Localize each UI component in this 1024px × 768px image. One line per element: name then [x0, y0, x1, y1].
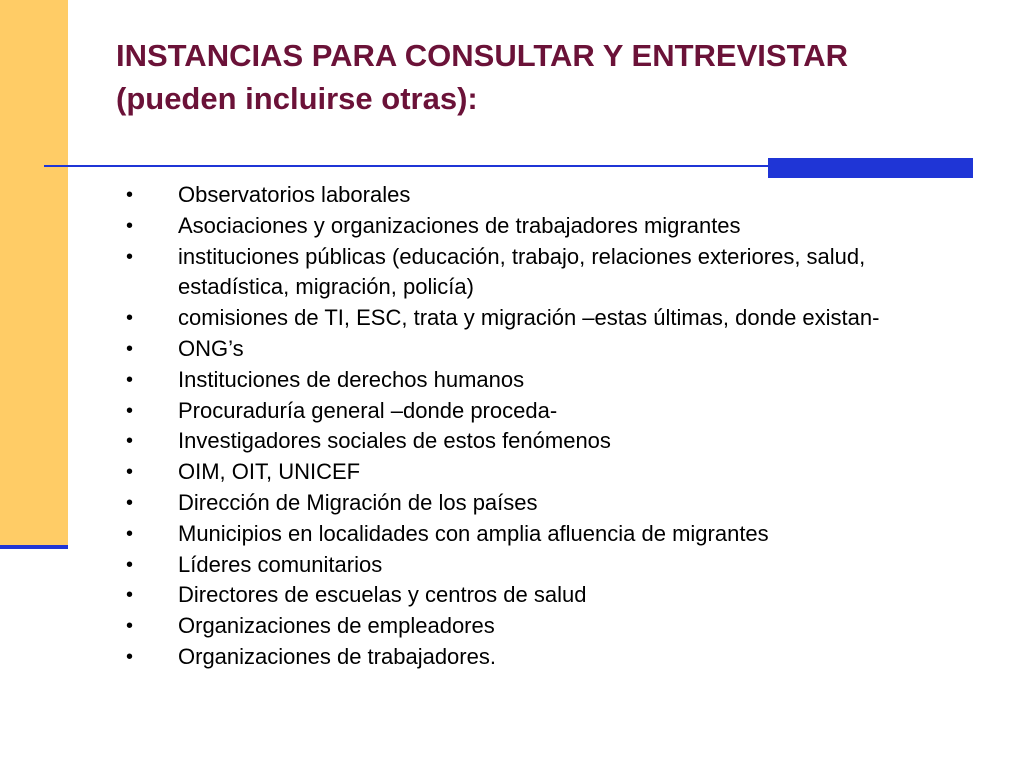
bullet-icon: • — [126, 461, 134, 484]
list-item — [0, 365, 938, 396]
list-item — [0, 211, 938, 242]
list-item-text: Investigadores sociales de estos fenómenos — [178, 428, 611, 454]
bullet-icon: • — [126, 368, 134, 391]
title-divider-line — [44, 165, 772, 167]
list-item-text: ONG’s — [178, 335, 244, 361]
list-item-text: Directores de escuelas y centros de salud — [178, 582, 587, 608]
list-item-text: Organizaciones de empleadores — [178, 613, 495, 639]
list-item-text: Líderes comunitarios — [178, 551, 383, 577]
bullet-icon: • — [126, 553, 134, 576]
list-item-text: Dirección de Migración de los países — [178, 489, 538, 515]
bullet-icon: • — [126, 184, 134, 206]
list-item-text: instituciones públicas (educación, trabajo, relaciones exteriores, salud, estadística, migración, policía) — [178, 243, 866, 300]
bullet-icon: • — [126, 307, 134, 330]
list-item — [0, 457, 938, 488]
list-item-text: Organizaciones de trabajadores. — [178, 643, 496, 669]
bullet-icon: • — [126, 245, 134, 268]
list-item — [0, 642, 938, 673]
bullet-icon: • — [126, 399, 134, 422]
list-item — [0, 334, 938, 365]
list-item — [0, 611, 938, 642]
bullet-icon: • — [126, 522, 134, 545]
list-item — [0, 303, 938, 334]
list-item — [0, 488, 938, 519]
bullet-icon: • — [126, 214, 134, 237]
list-item — [0, 519, 938, 550]
bullet-icon: • — [126, 337, 134, 360]
bullet-icon: • — [126, 615, 134, 638]
list-item — [0, 242, 938, 304]
list-item — [0, 180, 938, 211]
slide-title — [116, 34, 996, 120]
list-item — [0, 550, 938, 581]
bullet-icon: • — [126, 584, 134, 607]
list-item-text: Procuraduría general –donde proceda- — [178, 397, 558, 423]
list-item-text: Asociaciones y organizaciones de trabajadores migrantes — [178, 212, 741, 238]
slide-title-line-1: INSTANCIAS PARA CONSULTAR Y ENTREVISTAR — [116, 38, 848, 73]
bullet-list — [0, 180, 1024, 673]
bullet-icon: • — [126, 491, 134, 514]
list-item — [0, 426, 938, 457]
list-item-text: Observatorios laborales — [178, 182, 411, 207]
list-item-text: comisiones de TI, ESC, trata y migración –estas últimas, donde existan- — [178, 305, 880, 331]
list-item-text: Municipios en localidades con amplia afluencia de migrantes — [178, 520, 769, 546]
title-divider-accent — [768, 158, 973, 178]
list-item — [0, 396, 938, 427]
list-item-text: OIM, OIT, UNICEF — [178, 459, 361, 485]
list-item — [0, 580, 938, 611]
bullet-icon: • — [126, 645, 134, 668]
slide-title-line-2: (pueden incluirse otras): — [116, 81, 478, 116]
list-item-text: Instituciones de derechos humanos — [178, 366, 525, 392]
bullet-icon: • — [126, 430, 134, 453]
